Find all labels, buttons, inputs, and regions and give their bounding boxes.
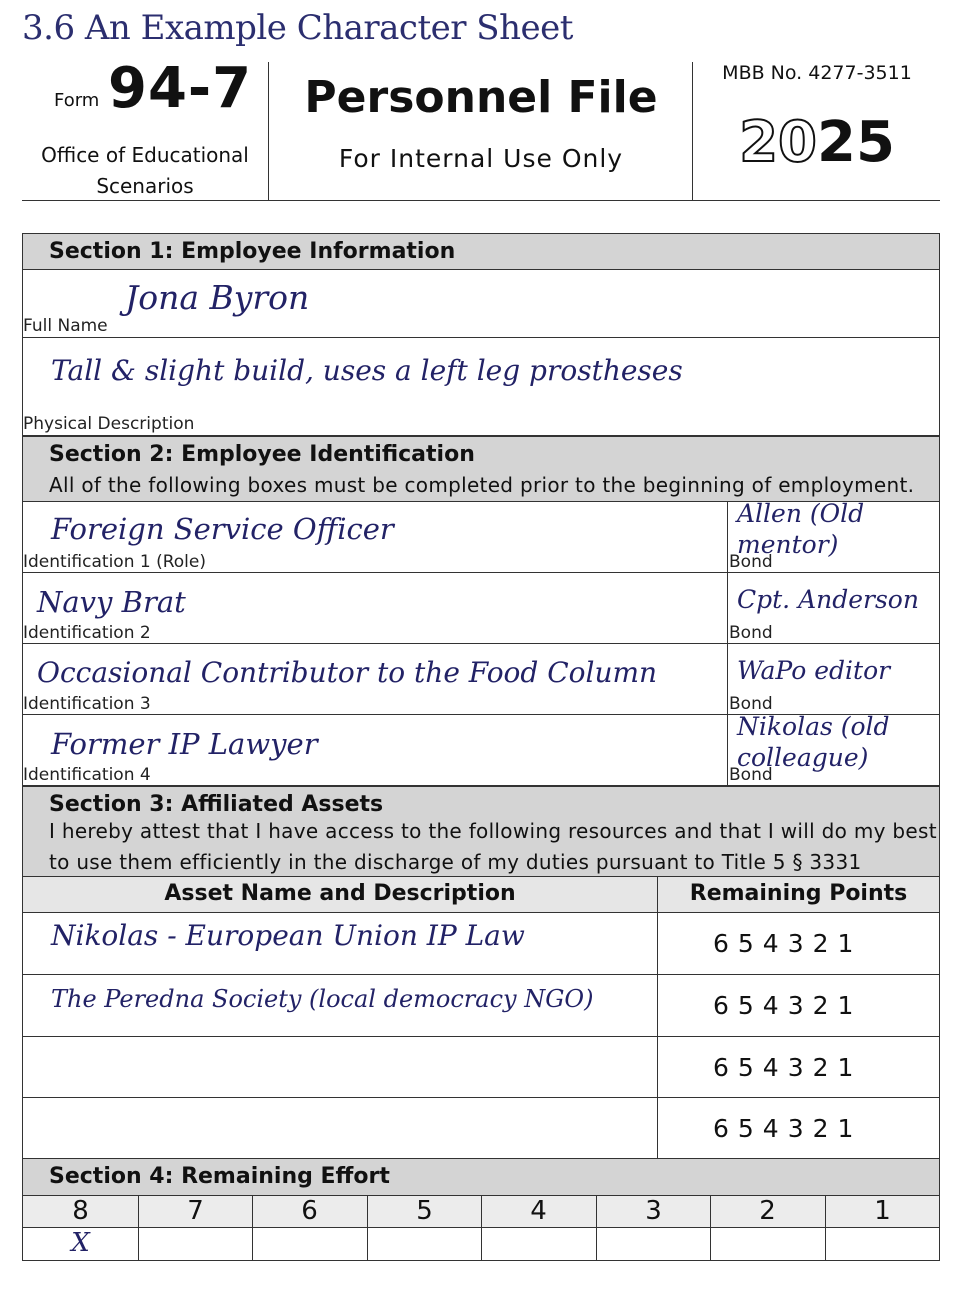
asset-row[interactable] xyxy=(23,913,939,975)
identification-label: Identification 3 xyxy=(23,694,151,714)
identification-label: Identification 2 xyxy=(23,623,151,643)
effort-level: 2 xyxy=(759,1196,776,1226)
effort-mark-cell[interactable]: X xyxy=(71,1228,90,1258)
section3-title: Section 3: Affiliated Assets xyxy=(49,792,384,817)
section2-title: Section 2: Employee Identification xyxy=(49,442,475,467)
section2-instructions: All of the following boxes must be completed prior to the beginning of employment. xyxy=(49,473,915,497)
office-name xyxy=(22,140,268,202)
physical-description-value: Tall & slight build, uses a left leg prostheses xyxy=(51,354,683,387)
year-outline: 20 xyxy=(739,110,817,175)
identification-value: Occasional Contributor to the Food Column xyxy=(37,656,658,689)
effort-level: 5 xyxy=(416,1196,433,1226)
effort-level: 1 xyxy=(874,1196,891,1226)
section1-title: Section 1: Employee Information xyxy=(49,239,456,264)
section3-attestation xyxy=(49,816,939,878)
section2-header xyxy=(23,436,939,502)
points-scale[interactable]: 654321 xyxy=(713,1053,863,1082)
bond-value xyxy=(737,498,864,560)
personnel-form xyxy=(22,233,940,1261)
identification-row[interactable] xyxy=(23,573,939,644)
bond-label: Bond xyxy=(729,765,773,785)
physical-description-label: Physical Description xyxy=(23,414,195,434)
attestation-line: I hereby attest that I have access to the following resources and that I will do my best xyxy=(49,819,937,843)
bond-line: colleague) xyxy=(737,743,869,772)
header-divider xyxy=(692,62,693,200)
section4-header xyxy=(23,1159,939,1196)
bond-value xyxy=(737,711,890,773)
form-prefix: Form xyxy=(54,90,100,111)
file-title: Personnel File xyxy=(304,72,658,123)
section3-header xyxy=(23,786,939,877)
points-column-header: Remaining Points xyxy=(689,881,908,906)
asset-row[interactable] xyxy=(23,1037,939,1098)
effort-level: 8 xyxy=(72,1196,89,1226)
bond-label: Bond xyxy=(729,694,773,714)
bond-line: Nikolas (old xyxy=(737,712,890,741)
office-line: Scenarios xyxy=(96,174,194,198)
header-divider xyxy=(268,62,269,200)
bond-line: mentor) xyxy=(737,530,839,559)
bond-label: Bond xyxy=(729,623,773,643)
bond-value: WaPo editor xyxy=(737,656,891,685)
asset-name: Nikolas - European Union IP Law xyxy=(51,919,525,952)
asset-row[interactable] xyxy=(23,975,939,1037)
full-name-label: Full Name xyxy=(23,316,108,336)
points-scale[interactable]: 654321 xyxy=(713,1114,863,1143)
bond-value: Cpt. Anderson xyxy=(737,585,919,614)
effort-level: 6 xyxy=(301,1196,318,1226)
full-name-value: Jona Byron xyxy=(125,278,310,317)
year xyxy=(694,110,940,175)
effort-level: 7 xyxy=(187,1196,204,1226)
physical-description-field[interactable] xyxy=(23,338,939,436)
mbb-number: MBB No. 4277-3511 xyxy=(722,62,912,84)
form-number: 94-7 xyxy=(108,56,253,121)
identification-value: Former IP Lawyer xyxy=(51,727,318,761)
asset-row[interactable] xyxy=(23,1098,939,1159)
asset-column-header: Asset Name and Description xyxy=(164,881,516,906)
identification-value: Foreign Service Officer xyxy=(51,512,394,546)
asset-name: The Peredna Society (local democracy NGO) xyxy=(51,985,594,1013)
bond-label: Bond xyxy=(729,552,773,572)
full-name-field[interactable] xyxy=(23,270,939,338)
identification-label: Identification 4 xyxy=(23,765,151,785)
effort-level: 4 xyxy=(530,1196,547,1226)
identification-row[interactable] xyxy=(23,644,939,715)
document-title: 3.6 An Example Character Sheet xyxy=(22,8,573,48)
identification-row[interactable] xyxy=(23,712,939,786)
identification-value: Navy Brat xyxy=(37,585,186,619)
identification-label: Identification 1 (Role) xyxy=(23,552,206,572)
identification-row[interactable] xyxy=(23,499,939,573)
assets-table-header xyxy=(23,877,939,913)
file-subtitle: For Internal Use Only xyxy=(338,144,624,173)
section1-header xyxy=(23,234,939,270)
points-scale[interactable]: 654321 xyxy=(713,991,863,1020)
office-line: Office of Educational xyxy=(41,143,249,167)
year-solid: 25 xyxy=(817,110,895,175)
form-header xyxy=(22,56,940,201)
effort-level: 3 xyxy=(645,1196,662,1226)
attestation-line: to use them efficiently in the discharge of my duties pursuant to Title 5 § 3331 xyxy=(49,850,862,874)
section4-title: Section 4: Remaining Effort xyxy=(49,1164,390,1189)
bond-line: Allen (Old xyxy=(737,499,865,528)
points-scale[interactable]: 654321 xyxy=(713,929,863,958)
